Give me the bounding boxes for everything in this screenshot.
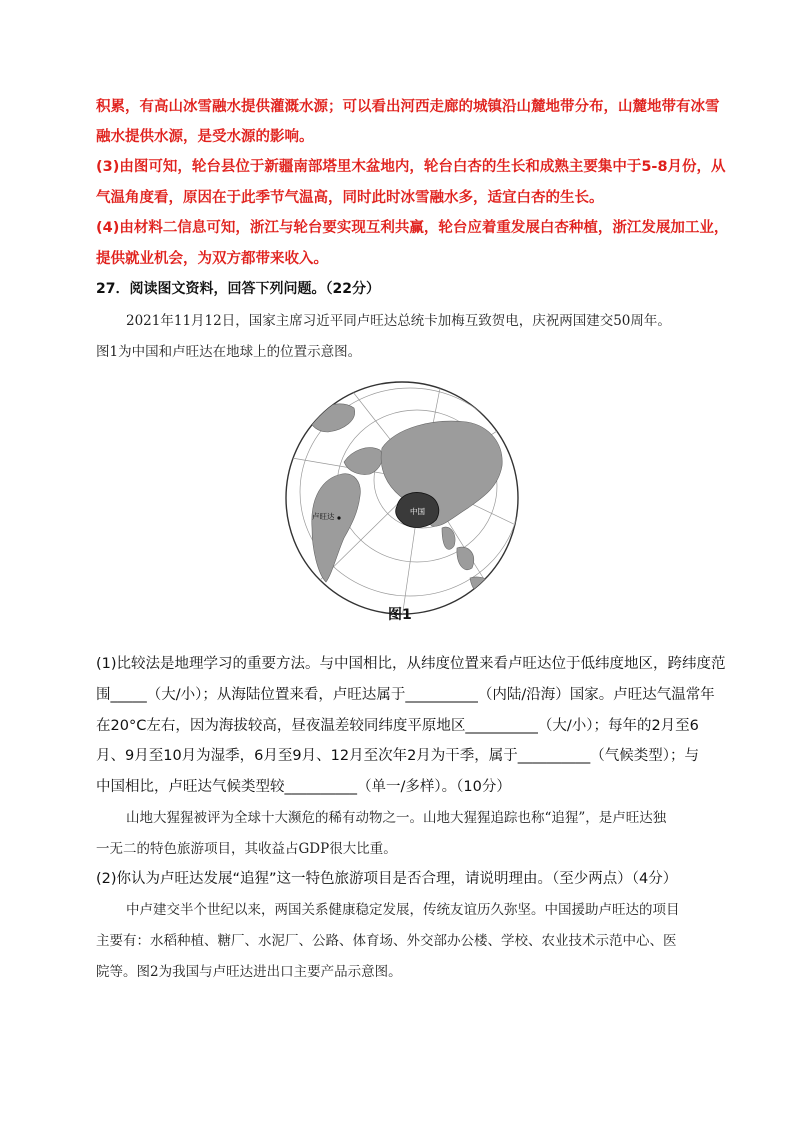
- question-27-heading: 27．阅读图文资料，回答下列问题。（22分）: [96, 281, 380, 297]
- answer-line-1: 积累，有高山冰雪融水提供灌溉水源；可以看出河西走廊的城镇沿山麓地带分布，山麓地带有冰雪: [96, 99, 720, 115]
- q1-line-1: (1)比较法是地理学习的重要方法。与中国相比，从纬度位置来看卢旺达位于低纬度地区，跨纬度范: [96, 656, 726, 672]
- q1-line-4: 月、9月至10月为湿季，6月至9月、12月至次年2月为干季，属于__________（气候类型）；与: [96, 748, 700, 764]
- answer-line-2: 融水提供水源，是受水源的影响。: [96, 129, 314, 145]
- material-2-line-2: 一无二的特色旅游项目，其收益占GDP很大比重。: [96, 841, 397, 857]
- answer-line-3: (3)由图可知，轮台县位于新疆南部塔里木盆地内，轮台白杏的生长和成熟主要集中于5-8月份，从: [96, 159, 726, 175]
- material-3-line-1: 中卢建交半个世纪以来，两国关系健康稳定发展，传统友谊历久弥坚。中国援助卢旺达的项目: [126, 902, 680, 918]
- material-3-line-3: 院等。图2为我国与卢旺达进出口主要产品示意图。: [96, 964, 402, 980]
- answer-line-5: (4)由材料二信息可知，浙江与轮台要实现互利共赢，轮台应着重发展白杏种植，浙江发展加工业，: [96, 220, 729, 236]
- material-2-line-1: 山地大猩猩被评为全球十大濒危的稀有动物之一。山地大猩猩追踪也称“追猩”，是卢旺达独: [126, 810, 667, 826]
- rwanda-map-label: 卢旺达: [312, 512, 335, 521]
- rwanda-marker: [337, 516, 340, 519]
- material-1-line-1: 2021年11月12日，国家主席习近平同卢旺达总统卡加梅互致贺电，庆祝两国建交50周年。: [126, 313, 671, 329]
- q1-line-5: 中国相比，卢旺达气候类型较__________（单一/多样）。（10分）: [96, 779, 511, 795]
- globe-figure: [282, 378, 522, 618]
- figure-1-caption: 图1: [388, 607, 412, 623]
- globe-map: [282, 378, 522, 618]
- answer-line-4: 气温角度看，原因在于此季节气温高，同时此时冰雪融水多，适宜白杏的生长。: [96, 190, 604, 206]
- answer-line-6: 提供就业机会，为双方都带来收入。: [96, 251, 328, 267]
- q1-line-3: 在20°C左右，因为海拔较高，昼夜温差较同纬度平原地区__________（大/小）；每年的2月至6: [96, 718, 699, 734]
- q2-line: (2)你认为卢旺达发展“追猩”这一特色旅游项目是否合理，请说明理由。（至少两点）（4分）: [96, 871, 678, 887]
- china-map-label: 中国: [410, 507, 425, 516]
- q1-line-2: 围_____（大/小）；从海陆位置来看，卢旺达属于__________（内陆/沿海）国家。卢旺达气温常年: [96, 687, 715, 703]
- material-1-line-2: 图1为中国和卢旺达在地球上的位置示意图。: [96, 344, 362, 360]
- material-3-line-2: 主要有：水稻种植、糖厂、水泥厂、公路、体育场、外交部办公楼、学校、农业技术示范中心、医: [96, 933, 677, 949]
